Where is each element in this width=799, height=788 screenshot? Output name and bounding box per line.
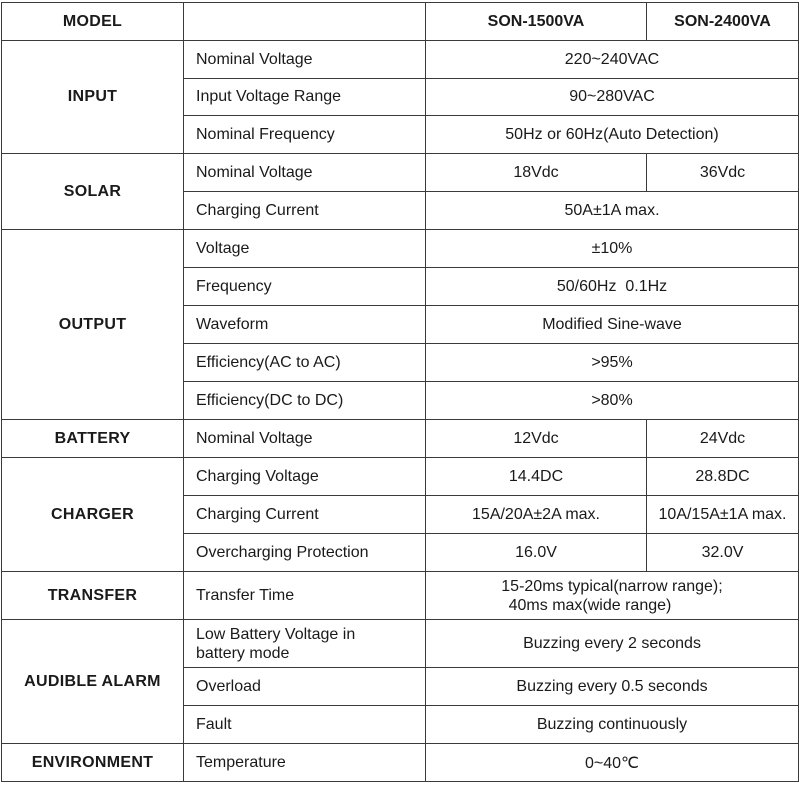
value-cell: 50A±1A max. [426,192,799,230]
param-cell: Fault [184,706,426,744]
model-b-header: SON-2400VA [647,3,799,41]
section-solar: SOLAR [2,154,184,230]
value-cell: Modified Sine-wave [426,306,799,344]
value-cell: 50Hz or 60Hz(Auto Detection) [426,116,799,154]
value-cell-a: 16.0V [426,534,647,572]
value-cell-a: 14.4DC [426,458,647,496]
value-line: 40ms max(wide range) [508,596,672,614]
table-row [2,154,799,192]
param-cell: Nominal Voltage [184,41,426,79]
section-charger: CHARGER [2,458,184,572]
value-cell-a: 15A/20A±2A max. [426,496,647,534]
section-environment: ENVIRONMENT [2,744,184,782]
table-row [2,744,799,782]
value-cell: Buzzing every 2 seconds [426,620,799,668]
table-row [2,230,799,268]
value-cell: 0~40℃ [426,744,799,782]
value-cell-a: 18Vdc [426,154,647,192]
param-cell: Charging Voltage [184,458,426,496]
value-cell: 50/60Hz 0.1Hz [426,268,799,306]
value-cell-b: 10A/15A±1A max. [647,496,799,534]
param-cell: Nominal Voltage [184,154,426,192]
value-cell-b: 32.0V [647,534,799,572]
param-cell: Efficiency(DC to DC) [184,382,426,420]
param-cell: Efficiency(AC to AC) [184,344,426,382]
param-cell: Transfer Time [184,572,426,620]
param-cell: Waveform [184,306,426,344]
table-row [2,41,799,79]
value-cell: Buzzing continuously [426,706,799,744]
value-cell: ±10% [426,230,799,268]
param-cell: Overcharging Protection [184,534,426,572]
value-cell-b: 36Vdc [647,154,799,192]
value-cell: Buzzing every 0.5 seconds [426,668,799,706]
header-row [2,3,799,41]
param-cell: Overload [184,668,426,706]
table-row [2,420,799,458]
param-header [184,3,426,41]
value-cell-a: 12Vdc [426,420,647,458]
value-cell: >80% [426,382,799,420]
section-transfer: TRANSFER [2,572,184,620]
param-cell: Charging Current [184,496,426,534]
value-cell [426,572,799,620]
value-cell-b: 28.8DC [647,458,799,496]
param-line: battery mode [196,644,290,662]
param-cell: Input Voltage Range [184,79,426,116]
param-cell: Voltage [184,230,426,268]
param-cell: Frequency [184,268,426,306]
param-line: Low Battery Voltage in [196,625,356,643]
value-line: 15-20ms typical(narrow range); [501,577,723,595]
table-row [2,458,799,496]
value-cell-b: 24Vdc [647,420,799,458]
param-cell: Temperature [184,744,426,782]
value-cell: 220~240VAC [426,41,799,79]
section-output: OUTPUT [2,230,184,420]
section-input: INPUT [2,41,184,154]
section-audible-alarm: AUDIBLE ALARM [2,620,184,744]
param-cell: Nominal Voltage [184,420,426,458]
model-header: MODEL [2,3,184,41]
param-cell [184,620,426,668]
param-cell: Charging Current [184,192,426,230]
param-cell: Nominal Frequency [184,116,426,154]
table-row [2,572,799,620]
model-a-header: SON-1500VA [426,3,647,41]
value-cell: 90~280VAC [426,79,799,116]
table-row [2,620,799,668]
section-battery: BATTERY [2,420,184,458]
spec-table [1,2,799,782]
value-cell: >95% [426,344,799,382]
